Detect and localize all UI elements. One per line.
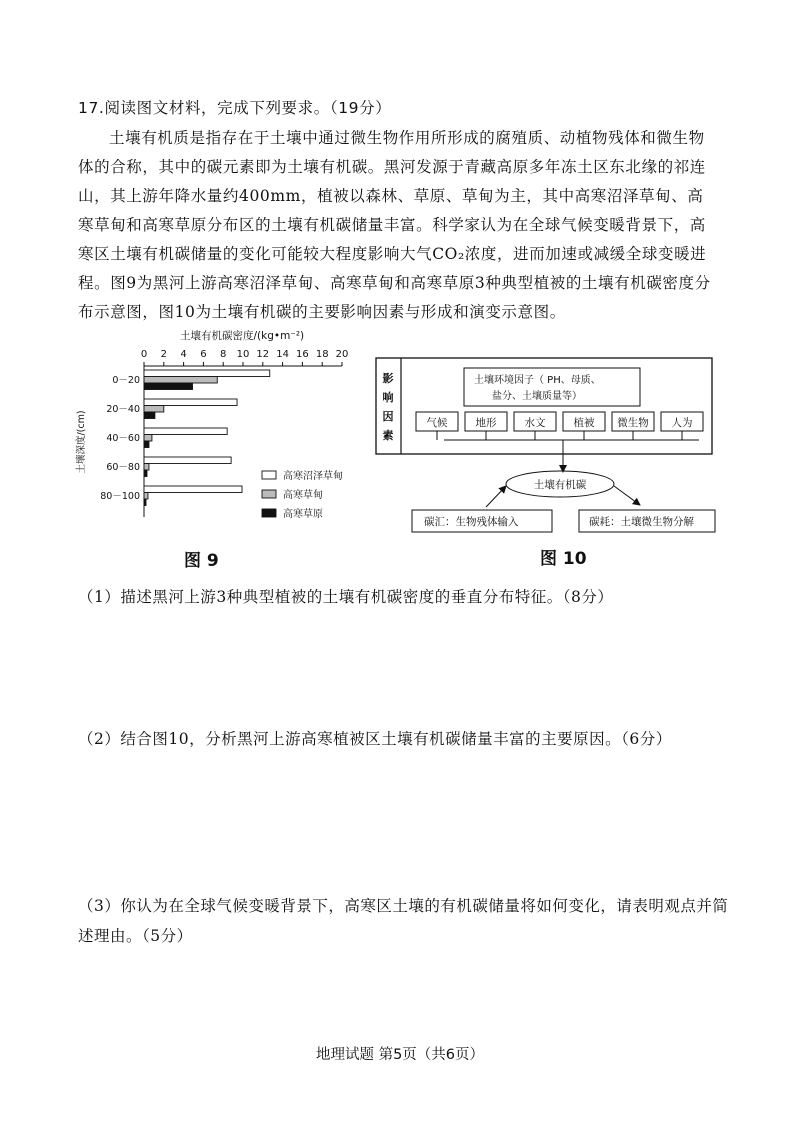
env-factor-line-1: 土壤环境因子（ PH、母质、 bbox=[474, 375, 601, 386]
x-tick-label: 0 bbox=[140, 349, 148, 360]
bar-alpine-meadow bbox=[144, 464, 149, 471]
x-tick-label: 14 bbox=[276, 349, 289, 360]
legend-swatch bbox=[262, 471, 276, 479]
depth-label: 80－100 bbox=[100, 491, 140, 502]
arrow-sink bbox=[486, 486, 506, 507]
side-label-char: 因 bbox=[382, 410, 394, 423]
env-factor-line-2: 盐分、土壤质量等） bbox=[492, 391, 582, 402]
x-tick-label: 20 bbox=[335, 349, 349, 360]
sub-question-1: （1）描述黑河上游3种典型植被的土壤有机碳密度的垂直分布特征。（8分） bbox=[78, 588, 614, 606]
sub-question-2: （2）结合图10，分析黑河上游高寒植被区土壤有机碳储量丰富的主要原因。（6分） bbox=[78, 730, 672, 748]
factor-label: 植被 bbox=[573, 417, 595, 429]
bar-alpine-meadow bbox=[144, 435, 152, 442]
figure-9-chart bbox=[70, 322, 370, 544]
sub-question-3: （3）你认为在全球气候变暖背景下，高寒区土壤的有机碳储量将如何变化，请表明观点并简述理由。（5分） bbox=[78, 897, 729, 945]
bar-alpine-meadow bbox=[144, 493, 148, 500]
arrow-source bbox=[614, 486, 640, 505]
bar-alpine-meadow bbox=[144, 377, 217, 384]
factor-label: 气候 bbox=[426, 417, 448, 429]
bar-alpine-steppe bbox=[144, 470, 147, 477]
figure-9-caption: 图 9 bbox=[184, 551, 219, 571]
factor-label: 人为 bbox=[671, 417, 693, 429]
bar-marsh-meadow bbox=[144, 457, 231, 464]
depth-label: 0－20 bbox=[112, 375, 140, 386]
x-tick-label: 8 bbox=[220, 349, 227, 360]
bar-alpine-steppe bbox=[144, 499, 146, 506]
figure-10-caption: 图 10 bbox=[540, 549, 587, 569]
factor-label: 地形 bbox=[475, 417, 497, 429]
bar-alpine-meadow bbox=[144, 406, 164, 413]
depth-label: 40－60 bbox=[106, 433, 140, 444]
bar-alpine-steppe bbox=[144, 383, 193, 390]
side-label-char: 素 bbox=[382, 429, 394, 442]
x-tick-label: 10 bbox=[236, 349, 250, 360]
legend-label: 高寒沼泽草甸 bbox=[283, 471, 343, 482]
y-axis-label: 土壤深度/(cm) bbox=[76, 410, 87, 474]
question-heading: 17.阅读图文材料，完成下列要求。（19分） bbox=[78, 99, 392, 117]
page-footer: 地理试题 第5页（共6页） bbox=[315, 1047, 485, 1063]
bar-marsh-meadow bbox=[144, 486, 242, 493]
x-tick-label: 4 bbox=[180, 349, 187, 360]
bar-marsh-meadow bbox=[144, 399, 237, 406]
legend-label: 高寒草甸 bbox=[283, 490, 323, 501]
legend-label: 高寒草原 bbox=[283, 509, 323, 520]
bar-alpine-steppe bbox=[144, 441, 149, 448]
figure-10-diagram bbox=[374, 350, 720, 540]
bar-alpine-steppe bbox=[144, 412, 155, 419]
x-tick-label: 12 bbox=[256, 349, 270, 360]
side-label-char: 影 bbox=[382, 372, 394, 385]
bar-marsh-meadow bbox=[144, 428, 227, 435]
side-label-char: 响 bbox=[382, 391, 394, 404]
legend-swatch bbox=[262, 509, 276, 517]
source-label: 碳耗：土壤微生物分解 bbox=[589, 516, 694, 528]
sink-label: 碳汇：生物残体输入 bbox=[424, 516, 519, 528]
factor-label: 微生物 bbox=[617, 417, 649, 429]
question-intro: 土壤有机质是指存在于土壤中通过微生物作用所形成的腐殖质、动植物残体和微生物体的合称，其中的碳元素即为土壤有机碳。黑河发源于青藏高原多年冻土区东北缘的祁连山，其上游年降水量约400mm，植被以森林、草原、草甸为主，其中高寒沼泽草甸、高寒草甸和高寒草原分布区的土壤有机碳储量丰富。科学家认为在全球气候变暖背景下，高寒区土壤有机碳储量的变化可能较大程度影响大气CO₂浓度，进而加速或减缓全球变暖进程。图9为黑河上游高寒沼泽草甸、高寒草甸和高寒草原3种典型植被的土壤有机碳密度分布示意图，图10为土壤有机碳的主要影响因素与形成和演变示意图。 bbox=[78, 129, 711, 321]
factor-label: 水文 bbox=[524, 417, 546, 429]
depth-label: 60－80 bbox=[106, 462, 140, 473]
center-node-label: 土壤有机碳 bbox=[533, 479, 587, 491]
x-tick-label: 18 bbox=[315, 349, 329, 360]
bar-marsh-meadow bbox=[144, 370, 270, 377]
x-tick-label: 16 bbox=[296, 349, 309, 360]
depth-label: 20－40 bbox=[106, 404, 140, 415]
chart-title: 土壤有机碳密度/(kg•m⁻²) bbox=[180, 330, 305, 342]
legend-swatch bbox=[262, 490, 276, 498]
x-tick-label: 2 bbox=[160, 349, 167, 360]
x-tick-label: 6 bbox=[200, 349, 207, 360]
